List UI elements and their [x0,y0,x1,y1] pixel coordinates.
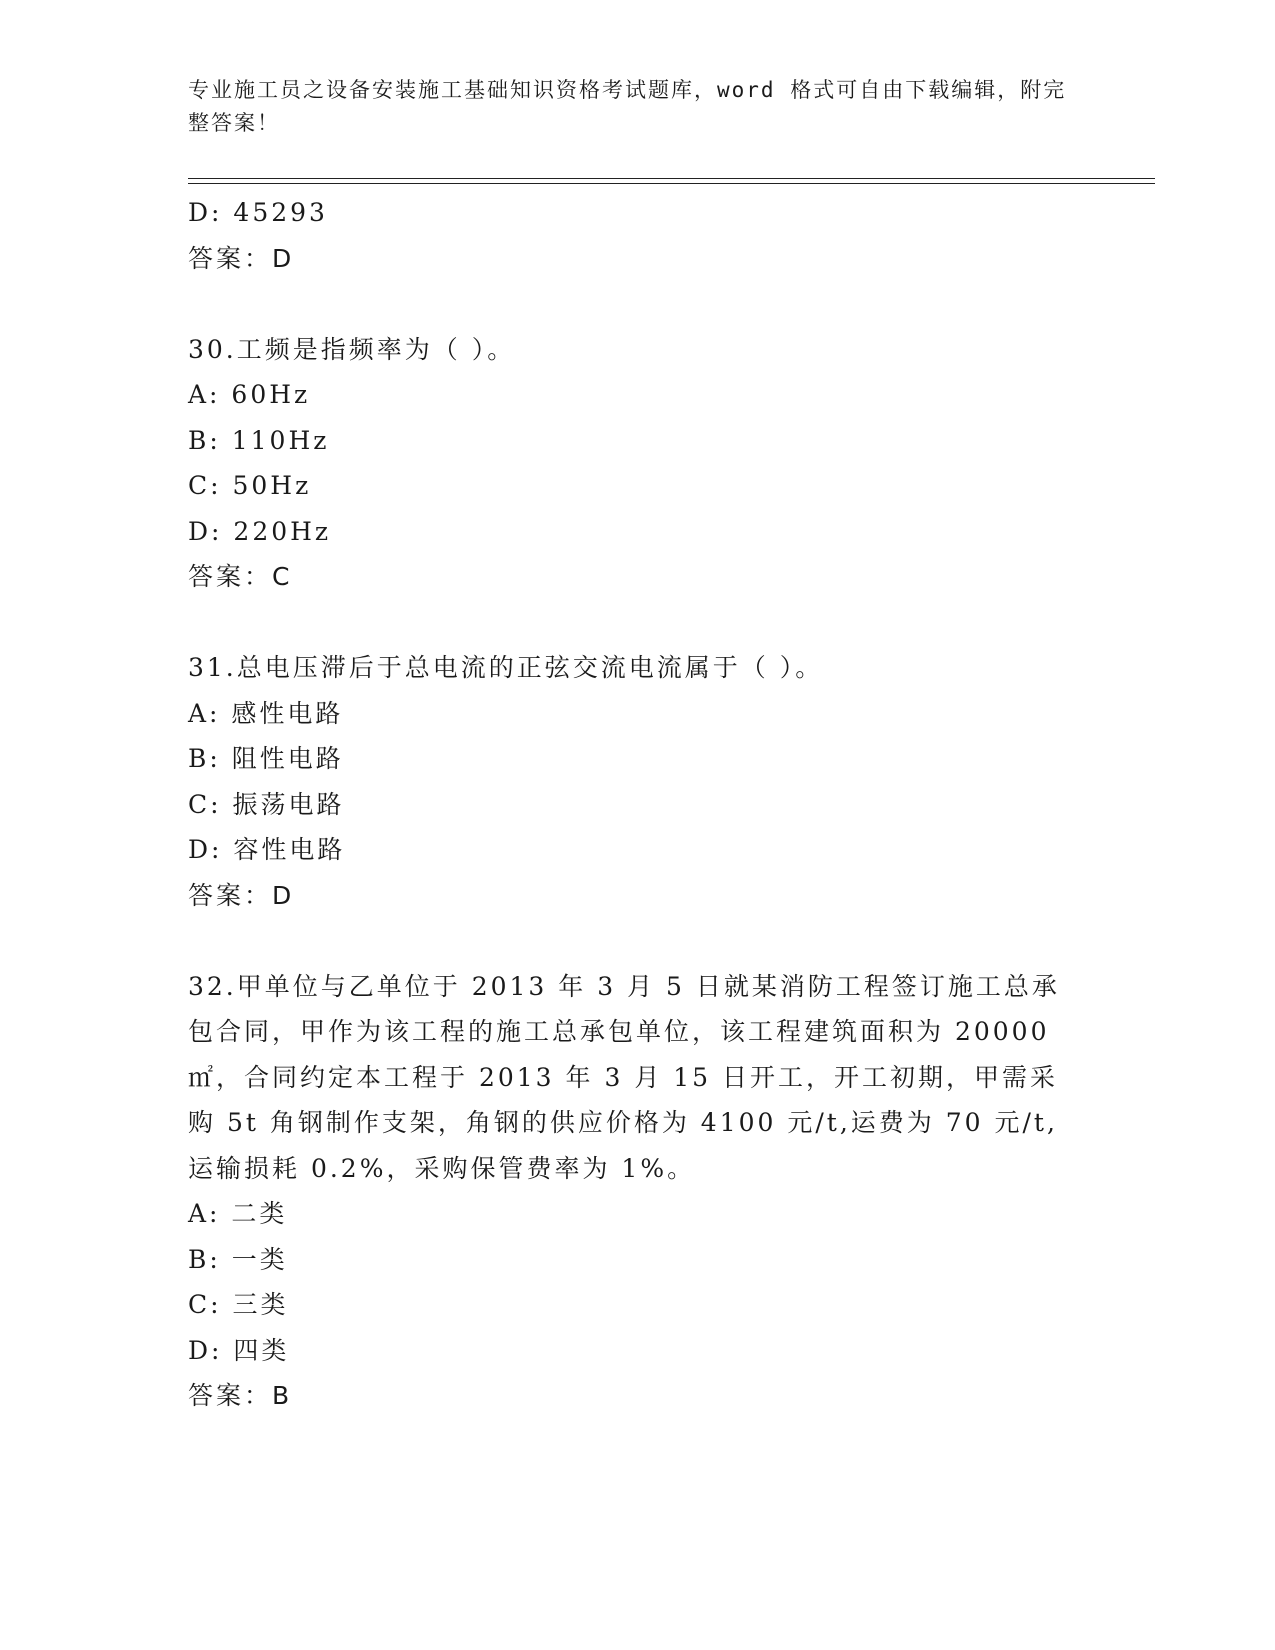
option-d: D: 四类 [188,1335,290,1365]
header-rule-bottom [188,183,1155,184]
question-stem: 32.甲单位与乙单位于 2013 年 3 月 5 日就某消防工程签订施工总承包合同，甲作为该工程的施工总承包单位，该工程建筑面积为 20000㎡，合同约定本工程于 2013 年 3 月 15 日开工，开工初期，甲需采购 5t 角钢制作支架，角钢的供应价格为 4100 元/t,运费为 70 元/t,运输损耗 0.2%，采购保管费率为 1%。 [188,971,1060,1183]
option-c: C: 振荡电路 [188,789,345,819]
document-header: 专业施工员之设备安装施工基础知识资格考试题库，word 格式可自由下载编辑，附完整答案！ [188,78,1067,135]
option-a: A: 感性电路 [188,698,344,728]
option-c: C: 50Hz [188,471,312,500]
option-b: B: 一类 [188,1244,288,1274]
question-stem: 30.工频是指频率为（ ）。 [188,334,516,364]
option-c: C: 三类 [188,1290,289,1319]
answer: 答案：C [188,562,293,591]
answer: 答案：D [188,243,295,273]
option-a: A: 60Hz [188,380,311,409]
option-d: D: 45293 [188,198,328,227]
option-a: A: 二类 [188,1199,288,1228]
answer: 答案：D [188,880,295,910]
option-b: B: 阻性电路 [188,744,344,773]
option-d: D: 容性电路 [188,835,346,864]
question-stem: 31.总电压滞后于总电流的正弦交流电流属于（ ）。 [188,653,824,682]
question-content [188,190,1088,1419]
option-d: D: 220Hz [188,516,332,546]
header-rule-top [188,178,1155,179]
answer: 答案：B [188,1381,293,1410]
option-b: B: 110Hz [188,425,330,455]
